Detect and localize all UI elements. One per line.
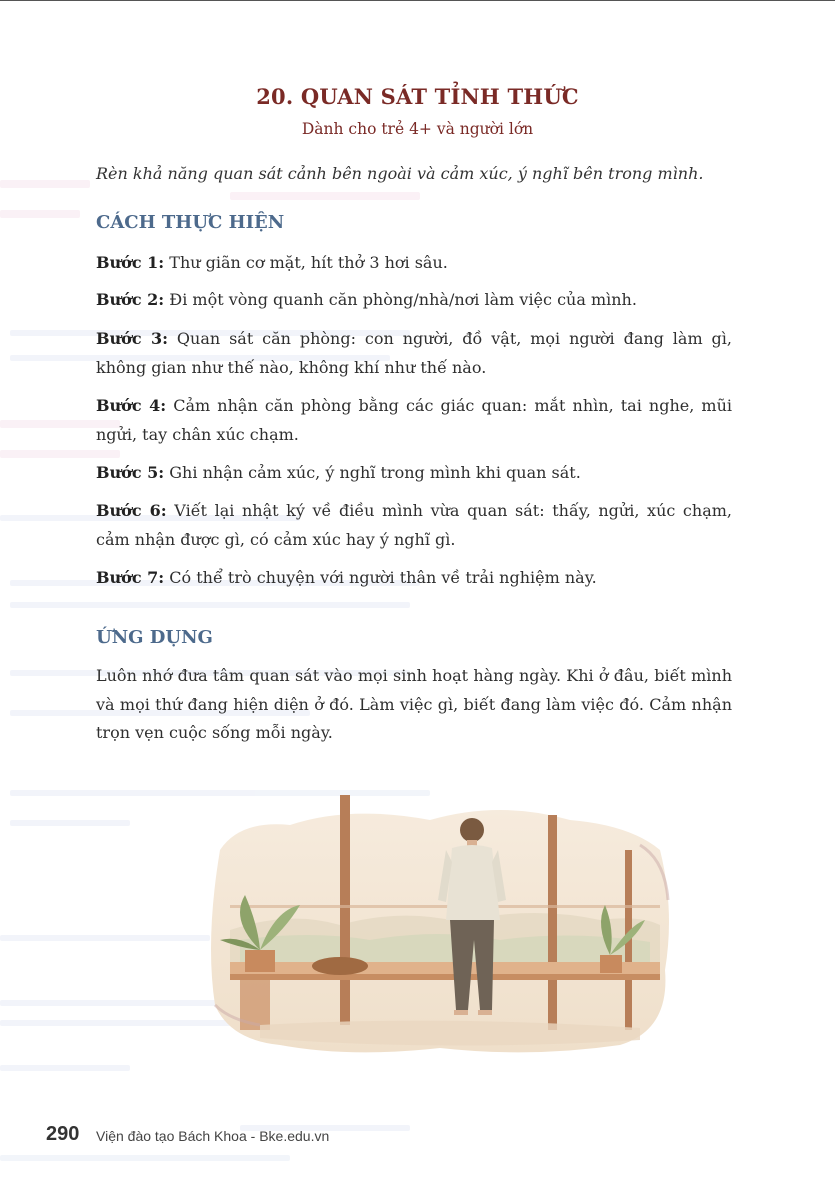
step-text: Viết lại nhật ký về điều mình vừa quan sát: thấy, ngửi, xúc chạm, cảm nhận được gì, có cảm xúc hay ý nghĩ gì. — [96, 501, 732, 549]
application-text: Luôn nhớ đưa tâm quan sát vào mọi sinh hoạt hàng ngày. Khi ở đâu, biết mình và mọi thứ đang hiện diện ở đó. Làm việc gì, biết đang làm việc đó. Cảm nhận trọn vẹn cuộc sống mỗi ngày. — [96, 666, 732, 742]
step-label: Bước 5: — [96, 463, 165, 482]
step-2 — [96, 286, 732, 315]
step-text: Thư giãn cơ mặt, hít thở 3 hơi sâu. — [164, 253, 448, 272]
step-text: Ghi nhận cảm xúc, ý nghĩ trong mình khi quan sát. — [164, 463, 581, 482]
step-label: Bước 4: — [96, 396, 167, 415]
step-label: Bước 6: — [96, 501, 167, 520]
step-6 — [96, 497, 732, 554]
step-text: Quan sát căn phòng: con người, đồ vật, mọi người đang làm gì, không gian như thế nào, không khí như thế nào. — [96, 329, 732, 377]
step-label: Bước 7: — [96, 568, 165, 587]
intro-text: Rèn khả năng quan sát cảnh bên ngoài và cảm xúc, ý nghĩ bên trong mình. — [96, 164, 704, 183]
step-label: Bước 1: — [96, 253, 165, 272]
page-subtitle: Dành cho trẻ 4+ và người lớn — [301, 120, 534, 138]
man-looking-out-window-illustration — [200, 790, 680, 1060]
step-text: Có thể trò chuyện với người thân về trải nghiệm này. — [164, 568, 597, 587]
publisher-footer: Viện đào tạo Bách Khoa - Bke.edu.vn — [96, 1128, 330, 1144]
step-label: Bước 2: — [96, 290, 165, 309]
top-border-line — [0, 0, 835, 1]
step-4 — [96, 392, 732, 449]
step-3 — [96, 325, 732, 382]
step-1 — [96, 249, 732, 278]
section-heading-application: ỨNG DỤNG — [96, 627, 213, 648]
section-heading-method: CÁCH THỰC HIỆN — [96, 212, 285, 233]
step-text: Cảm nhận căn phòng bằng các giác quan: mắt nhìn, tai nghe, mũi ngửi, tay chân xúc chạm. — [96, 396, 733, 444]
step-7 — [96, 564, 732, 593]
step-text: Đi một vòng quanh căn phòng/nhà/nơi làm việc của mình. — [164, 290, 637, 309]
page-title: 20. QUAN SÁT TỈNH THỨC — [256, 84, 579, 109]
step-label: Bước 3: — [96, 329, 168, 348]
page-number: 290 — [46, 1123, 80, 1145]
step-5 — [96, 459, 732, 488]
